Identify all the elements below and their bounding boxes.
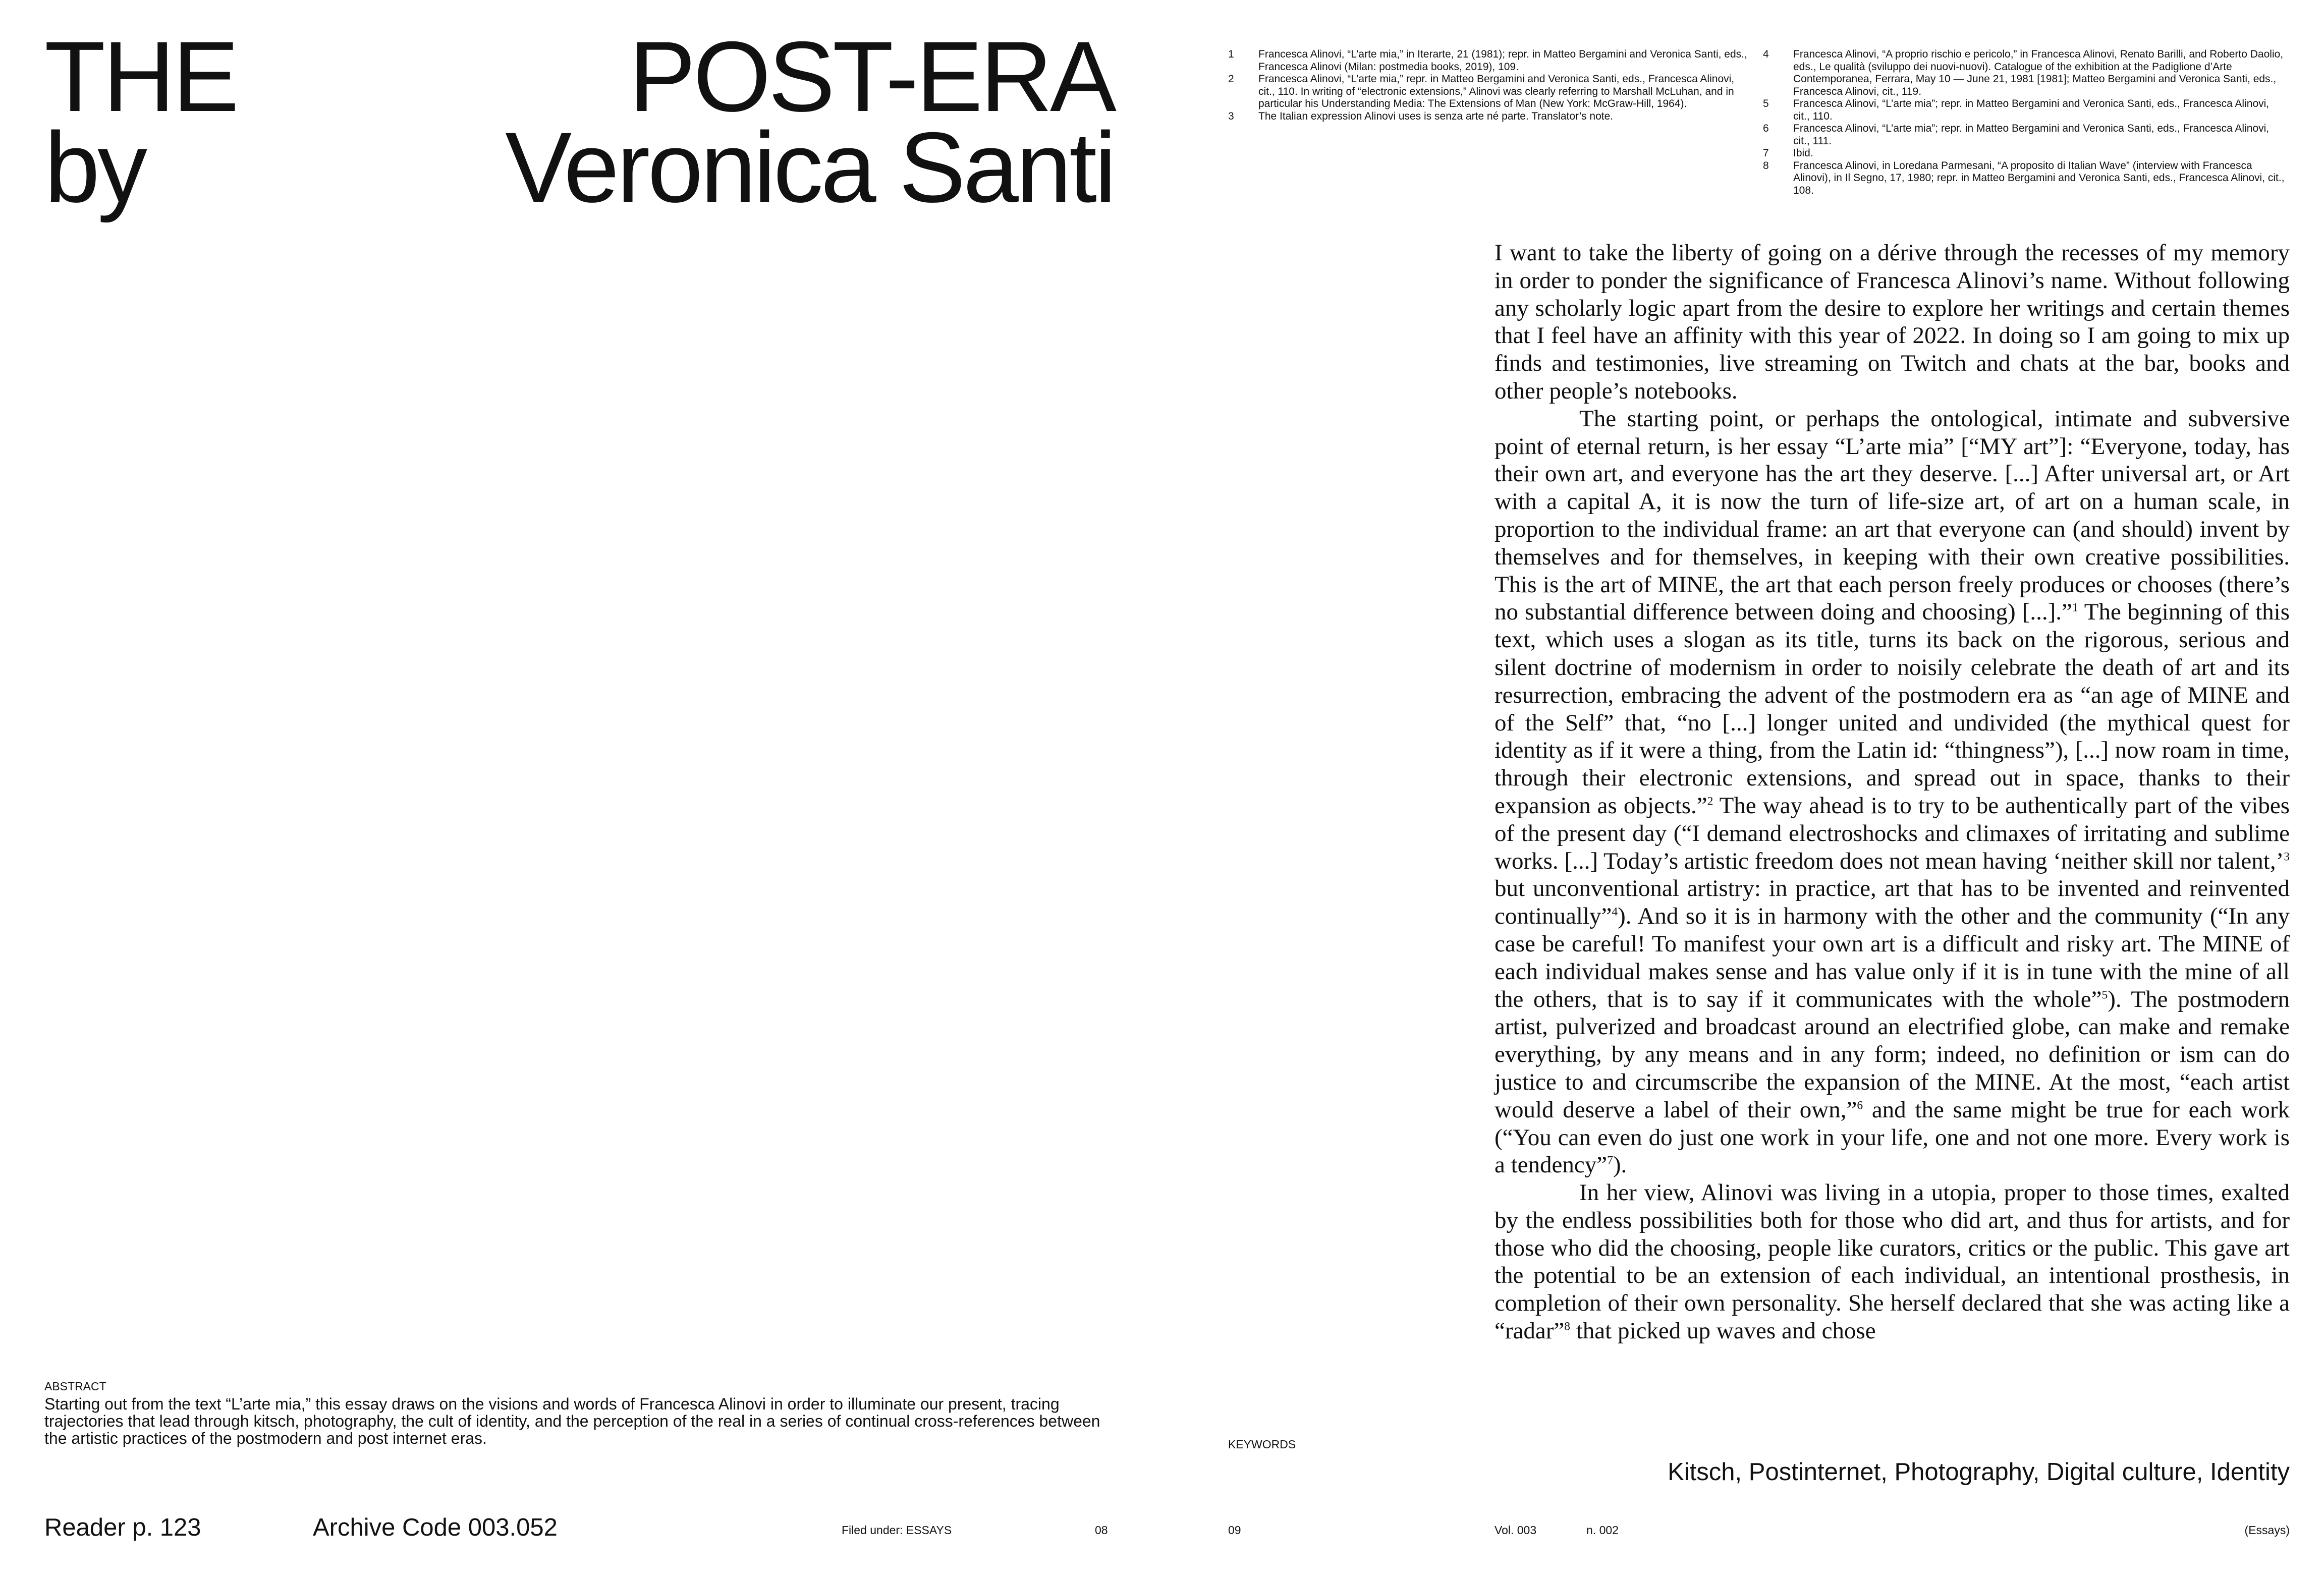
footnote-text: Francesca Alinovi, “L’arte mia,” repr. in Matteo Bergamini and Veronica Santi, eds., Francesca Alinovi, cit., 110. In writing of “electronic extensions,” Alinovi was clearly referring to Marshall McLuhan, and in particular his Understanding Media: The Extensions of Man (New York: McGraw-Hill, 1964).	[1258, 73, 1735, 109]
footnote-text: The Italian expression Alinovi uses is senza arte né parte. Translator’s note.	[1258, 110, 1614, 122]
footnote-ref: 2	[1707, 795, 1713, 808]
footnote-ref: 7	[1607, 1154, 1613, 1167]
title-by: by	[44, 111, 145, 223]
footnote-number: 2	[1228, 73, 1234, 85]
footnote-text: Francesca Alinovi, “L’arte mia”; repr. in Matteo Bergamini and Veronica Santi, eds., Francesca Alinovi, cit., 110.	[1793, 98, 2270, 122]
reader-page: Reader p. 123	[44, 1514, 201, 1541]
footnote	[1228, 110, 1753, 123]
footnote-number: 1	[1228, 48, 1234, 60]
footnote-ref: 3	[2284, 850, 2290, 863]
footnote-number: 8	[1763, 159, 1769, 172]
page-number-left: 08	[1095, 1524, 1108, 1537]
footnote	[1763, 48, 2288, 98]
footnote-number: 3	[1228, 110, 1234, 122]
issue-number: n. 002	[1586, 1524, 1619, 1537]
title-post-era: POST-ERA	[629, 21, 1114, 132]
body-paragraph-2: The starting point, or perhaps the ontological, intimate and subversive point of eternal return, is her essay “L’arte mia” [“MY art”]: “Everyone, today, has their own art, and everyone has the art they deserve. [...] After universal art, or Art with a capital A, it is now the turn of life-size art, of art on a human scale, in proportion to the individual frame: an art that everyone can (and should) invent by themselves and for themselves, in keeping with their own creative possibilities. This is the art of MINE, the art that each person freely produces or chooses (there’s no substantial difference between doing and choosing) [...].”$^1$ The beginning of this text, which uses a slogan as its title, turns its back on the rigorous, serious and silent doctrine of modernism in order to noisily celebrate the death of art and its resurrection, embracing the advent of the postmodern era as “an age of MINE and of the Self” that, “no [...] longer united and undivided (the mythical quest for identity as if it were a thing, from the Latin id: “thingness”), [...] now roam in time, through their electronic extensions, and spread out in space, thanks to their expansion as objects.”$^2$ The way ahead is to try to be authentically part of the vibes of the present day (“I demand electroshocks and climaxes of irritating and sublime works. [...] Today’s artistic freedom does not mean having ‘neither skill nor talent,’$^3$ but unconventional artistry: in practice, art that has to be invented and reinvented continually”$^4$). And so it is in harmony with the other and the community (“In any case be careful! To manifest your own art is a difficult and risky art. The MINE of each individual makes sense and has value only if it is in tune with the mine of all the others, that is to say if it communicates with the whole”$^5$). The postmodern artist, pulverized and broadcast around an electrified globe, can make and remake everything, by any means and in any form; indeed, no definition or ism can do justice to and circumscribe the expansion of the MINE. At the most, “each artist would deserve a label of their own,”$^6$ and the same might be true for each work (“You can even do just one work in your life, one and not one more. Every work is a tendency”$^7$).	[1495, 405, 2290, 1178]
footnote-text: Francesca Alinovi, “L’arte mia,” in Iterarte, 21 (1981); repr. in Matteo Bergamini and Veronica Santi, eds., Francesca Alinovi (Milan: postmedia books, 2019), 109.	[1258, 48, 1747, 73]
footnote	[1763, 98, 2288, 123]
footnote-number: 7	[1763, 147, 1769, 159]
footnote-text: Francesca Alinovi, “L’arte mia”; repr. in Matteo Bergamini and Veronica Santi, eds., Francesca Alinovi, cit., 111.	[1793, 123, 2270, 147]
footnote-ref: 5	[2101, 988, 2108, 1001]
footnote	[1228, 73, 1753, 110]
footnote-text: Francesca Alinovi, in Loredana Parmesani, “A proposito di Italian Wave” (interview with Francesca Alinovi), in Il Segno, 17, 1980; repr. in Matteo Bergamini and Veronica Santi, eds., Francesca Alinovi, cit., 108.	[1793, 159, 2285, 196]
abstract	[44, 1379, 1114, 1447]
footnotes-column-2	[1763, 48, 2288, 197]
footnote-text: Ibid.	[1793, 147, 1813, 159]
footnote-ref: 6	[1857, 1099, 1863, 1112]
title-the: THE	[44, 21, 237, 132]
article-title	[44, 21, 1114, 223]
article-body	[1495, 239, 2290, 1345]
volume: Vol. 003	[1495, 1524, 1537, 1537]
footnote-number: 5	[1763, 98, 1769, 109]
footnote	[1763, 147, 2288, 160]
section-label: (Essays)	[2244, 1524, 2290, 1537]
body-paragraph-1: I want to take the liberty of going on a dérive through the recesses of my memory in order to ponder the significance of Francesca Alinovi’s name. Without following any scholarly logic apart from the desire to explore her writings and certain themes that I feel have an affinity with this year of 2022. In doing so I am going to mix up finds and testimonies, live streaming on Twitch and chats at the bar, books and other people’s notebooks.	[1495, 240, 2290, 404]
keywords-label: KEYWORDS	[1228, 1438, 1296, 1451]
footnote-number: 6	[1763, 123, 1769, 134]
abstract-text: Starting out from the text “L’arte mia,” this essay draws on the visions and words of Francesca Alinovi in order to illuminate our present, tracing trajectories that lead through kitsch, photography, the cult of identity, and the perception of the real in a series of continual cross-references between the artistic practices of the postmodern and post internet eras.	[44, 1395, 1100, 1447]
footnote-text: Francesca Alinovi, “A proprio rischio e pericolo,” in Francesca Alinovi, Renato Barilli, and Roberto Daolio, eds., Le qualità (sviluppo dei nuovi-nuovi). Catalogue of the exhibition at the Padiglione d’Arte Contemporanea, Ferrara, May 10 — June 21, 1981 [1981]; Matteo Bergamini and Veronica Santi, eds., Francesca Alinovi, cit., 119.	[1793, 48, 2284, 97]
body-paragraph-3: In her view, Alinovi was living in a utopia, proper to those times, exalted by the endless possibilities both for those who did art, and thus for artists, and for those who did the choosing, people like curators, critics or the public. This gave art the potential to be an extension of each individual, an intentional prosthesis, in completion of their own personality. She herself declared that she was acting like a “radar”$^8$ that picked up waves and chose	[1495, 1179, 2290, 1344]
footnote-ref: 1	[2072, 601, 2078, 614]
footnote	[1228, 48, 1753, 73]
footnote	[1763, 123, 2288, 147]
footnote	[1763, 160, 2288, 197]
abstract-label: ABSTRACT	[44, 1380, 106, 1393]
filed-under: Filed under: ESSAYS	[842, 1524, 952, 1537]
footnote-ref: 4	[1612, 905, 1618, 919]
footnote-ref: 8	[1564, 1320, 1570, 1333]
page-number-right: 09	[1228, 1524, 1241, 1537]
footnote-number: 4	[1763, 48, 1769, 60]
keywords-list: Kitsch, Postinternet, Photography, Digital culture, Identity	[1668, 1458, 2290, 1486]
author-name: Veronica Santi	[505, 111, 1114, 223]
footnotes-column-1	[1228, 48, 1753, 123]
archive-code: Archive Code 003.052	[313, 1514, 558, 1541]
